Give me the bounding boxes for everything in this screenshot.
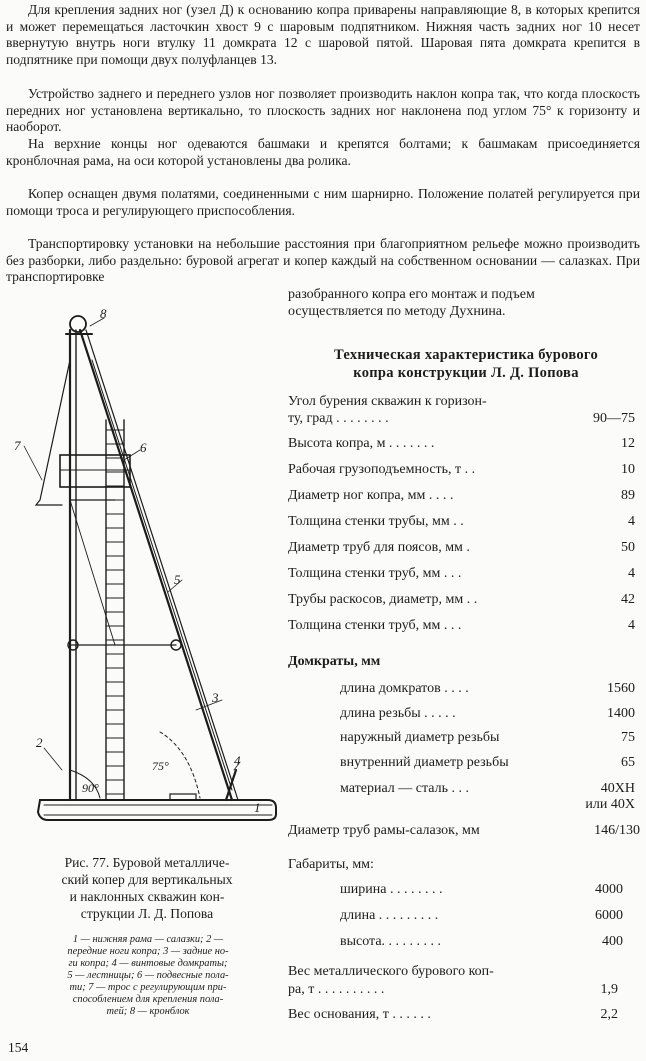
fig-label-2: 2	[36, 735, 43, 750]
paragraph-2: Устройство заднего и переднего узлов ног позволяет производить наклон копра так, что когда плоскость передних ног установлена вертикально, то плоскость задних ног наклонена под углом 75° к горизонту и наоборот.	[6, 86, 640, 135]
crown-block	[70, 316, 86, 332]
legend-line-5: ти; 7 — трос с регулирующим при-	[69, 982, 227, 993]
figure-caption-line-2: ский копер для вертикальных	[61, 872, 233, 887]
spec-value: 12	[621, 436, 635, 451]
spec-value: 10	[621, 462, 635, 477]
legend-line-7: тей; 8 — кронблок	[106, 1006, 190, 1017]
spec-label: длина резьбы . . . . .	[340, 706, 456, 721]
fig-label-7: 7	[14, 438, 21, 453]
fig-label-1: 1	[254, 800, 261, 815]
figure-caption-line-1: Рис. 77. Буровой металличе-	[64, 855, 230, 870]
jacks-heading: Домкраты, мм	[288, 654, 381, 669]
spec-label: Угол бурения скважин к горизон-	[288, 394, 487, 409]
figure-caption-line-4: струкции Л. Д. Попова	[80, 906, 214, 921]
spec-label: Диаметр труб рамы-салазок, мм	[288, 823, 480, 838]
spec-label: Диаметр труб для поясов, мм .	[288, 540, 470, 555]
spec-value: 1560	[607, 681, 635, 696]
spec-value: 4000	[595, 882, 623, 897]
spec-value: 75	[621, 730, 635, 745]
figure-caption-line-3: и наклонных скважин кон-	[69, 889, 225, 904]
spec-value: 90—75	[593, 411, 635, 426]
dims-heading: Габариты, мм:	[288, 857, 374, 872]
spec-label: Толщина стенки труб, мм . . .	[288, 618, 462, 633]
fig-label-3: 3	[212, 690, 219, 705]
spec-label: длина . . . . . . . . .	[340, 908, 439, 923]
legend-line-6: способлением для крепления пола-	[72, 994, 224, 1005]
spec-value: 6000	[595, 908, 623, 923]
spec-label: Вес металлического бурового коп-	[288, 964, 494, 979]
fig-label-75: 75°	[152, 759, 169, 773]
fig-label-90: 90°	[82, 781, 99, 795]
back-leg	[80, 330, 232, 800]
spec-label: Высота копра, м . . . . . . .	[288, 436, 435, 451]
legend-line-3: ги копра; 4 — винтовые домкраты;	[68, 958, 228, 969]
legend-line-2: передние ноги копра; 3 — задние но-	[67, 946, 229, 957]
spec-value: 146/130	[594, 823, 640, 838]
spec-label: Диаметр ног копра, мм . . . .	[288, 488, 454, 503]
paragraph-1: Для крепления задних ног (узел Д) к основанию копра приварены направляющие 8, в которых крепится и может перемещаться ласточкин хвост 9 с шаровым подпятником. Нижняя часть задних ног 10 несет ввернутую внутрь ноги втулку 11 домкрата 12 с шаровой пятой. Шаровая пята домкрата крепится в подпятнике при помощи двух полуфланцев 13.	[6, 2, 640, 67]
rope	[36, 360, 70, 505]
spec-title-line-2: копра конструкции Л. Д. Попова	[353, 365, 579, 381]
spec-label: высота. . . . . . . . .	[340, 934, 442, 949]
spec-label: наружный диаметр резьбы	[340, 730, 500, 745]
spec-value: 2,2	[600, 1007, 618, 1022]
spec-label: ра, т . . . . . . . . . .	[288, 982, 385, 997]
continuation-line-1: разобранного копра его монтаж и подъем	[288, 287, 535, 302]
paragraph-3: На верхние концы ног одеваются башмаки и крепятся болтами; к башмакам присоединяется кронблочная рама, на оси которой установлены два ролика.	[6, 136, 640, 168]
spec-value: 1,9	[600, 982, 618, 997]
spec-value: 50	[621, 540, 635, 555]
spec-label: Трубы раскосов, диаметр, мм . .	[288, 592, 478, 607]
sled-base	[38, 800, 276, 820]
fig-label-4: 4	[234, 753, 241, 768]
spec-label: Толщина стенки труб, мм . . .	[288, 566, 462, 581]
spec-value: 65	[621, 755, 635, 770]
paragraph-4: Копер оснащен двумя полатями, соединенными с ним шарнирно. Положение полатей регулируется при помощи троса и регулирующего приспособления.	[6, 186, 640, 218]
spec-value: 4	[628, 566, 635, 581]
spec-label: ту, град . . . . . . . .	[288, 411, 389, 426]
spec-value: или 40Х	[585, 797, 635, 812]
spec-value: 4	[628, 618, 635, 633]
spec-label: материал — сталь . . .	[340, 781, 469, 796]
spec-title-line-1: Техническая характеристика бурового	[333, 347, 599, 363]
spec-label: длина домкратов . . . .	[340, 681, 469, 696]
spec-label: Толщина стенки трубы, мм . .	[288, 514, 464, 529]
spec-label: ширина . . . . . . . .	[340, 882, 443, 897]
legend-line-1: 1 — нижняя рама — салазки; 2 —	[72, 934, 224, 945]
spec-value: 42	[621, 592, 635, 607]
spec-label: Вес основания, т . . . . . .	[288, 1007, 431, 1022]
spec-label: Рабочая грузоподъемность, т . .	[288, 462, 476, 477]
spec-label: внутренний диаметр резьбы	[340, 755, 509, 770]
drilling-rig-figure	[0, 300, 290, 845]
fig-label-6: 6	[140, 440, 147, 455]
fig-label-5: 5	[174, 572, 181, 587]
fig-label-8: 8	[100, 306, 107, 321]
paragraph-5: Транспортировку установки на небольшие расстояния при благоприятном рельефе можно производить без разборки, либо раздельно: буровой агрегат и копер каждый на собственном основании — салазках. При транспортировке	[6, 236, 640, 285]
page-number: 154	[8, 1040, 29, 1055]
spec-value: 40ХН	[600, 781, 635, 796]
legend-line-4: 5 — лестницы; 6 — подвесные пола-	[67, 970, 229, 981]
spec-value: 89	[621, 488, 635, 503]
spec-value: 4	[628, 514, 635, 529]
continuation-line-2: осуществляется по методу Духнина.	[288, 304, 506, 319]
spec-value: 400	[602, 934, 623, 949]
spec-value: 1400	[607, 706, 635, 721]
